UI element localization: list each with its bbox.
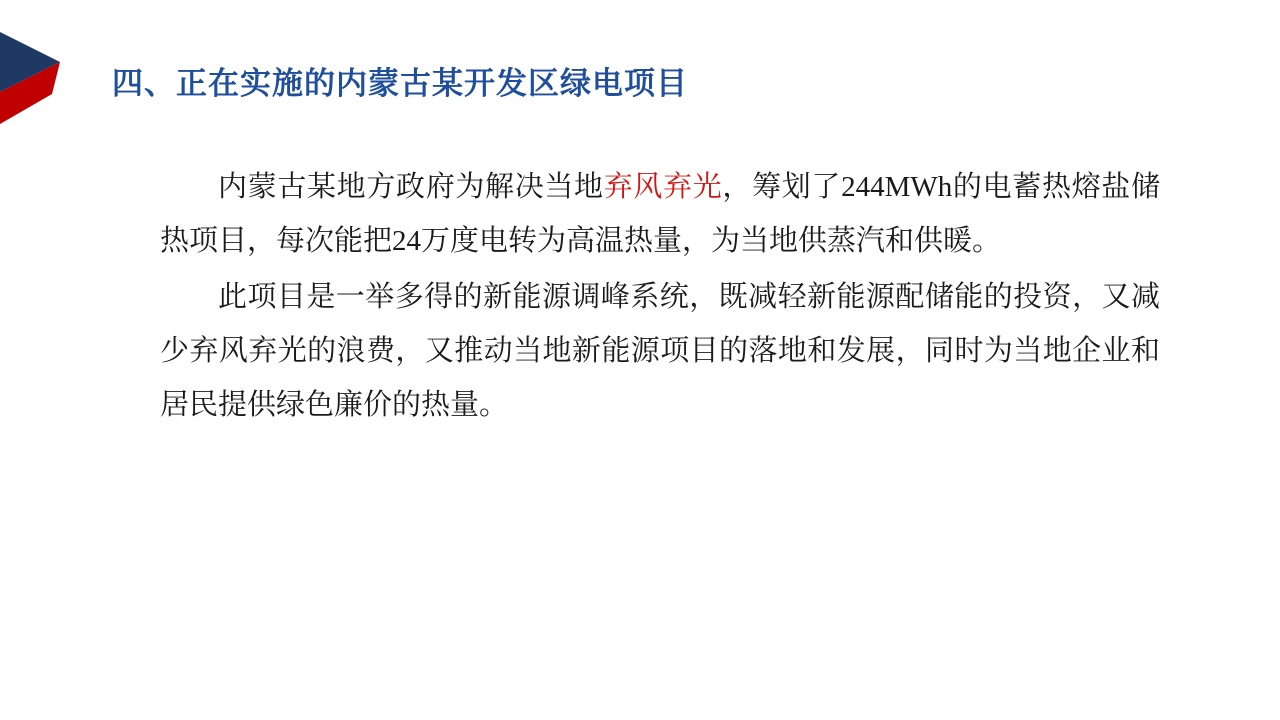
triangle-flag-icon (0, 32, 78, 124)
corner-flag-decoration (0, 32, 78, 124)
slide-body (160, 160, 1160, 434)
paragraph-1 (160, 160, 1160, 268)
paragraph-2 (160, 270, 1160, 432)
highlighted-text: 弃风弃光 (603, 171, 723, 203)
text-run: 此项目是一举多得的新能源调峰系统，既减轻新能源配储能的投资，又减少弃风弃光的浪费，又推动当地新能源项目的落地和发展，同时为当地企业和居民提供绿色廉价的热量。 (160, 281, 1160, 421)
text-run: 内蒙古某地方政府为解决当地 (218, 171, 604, 203)
page-title: 四、正在实施的内蒙古某开发区绿电项目 (112, 66, 688, 101)
text-run: ，筹划了244MWh的电蓄热熔盐储热项目，每次能把24万度电转为高温热量，为当地供蒸汽和供暖。 (160, 171, 1160, 257)
